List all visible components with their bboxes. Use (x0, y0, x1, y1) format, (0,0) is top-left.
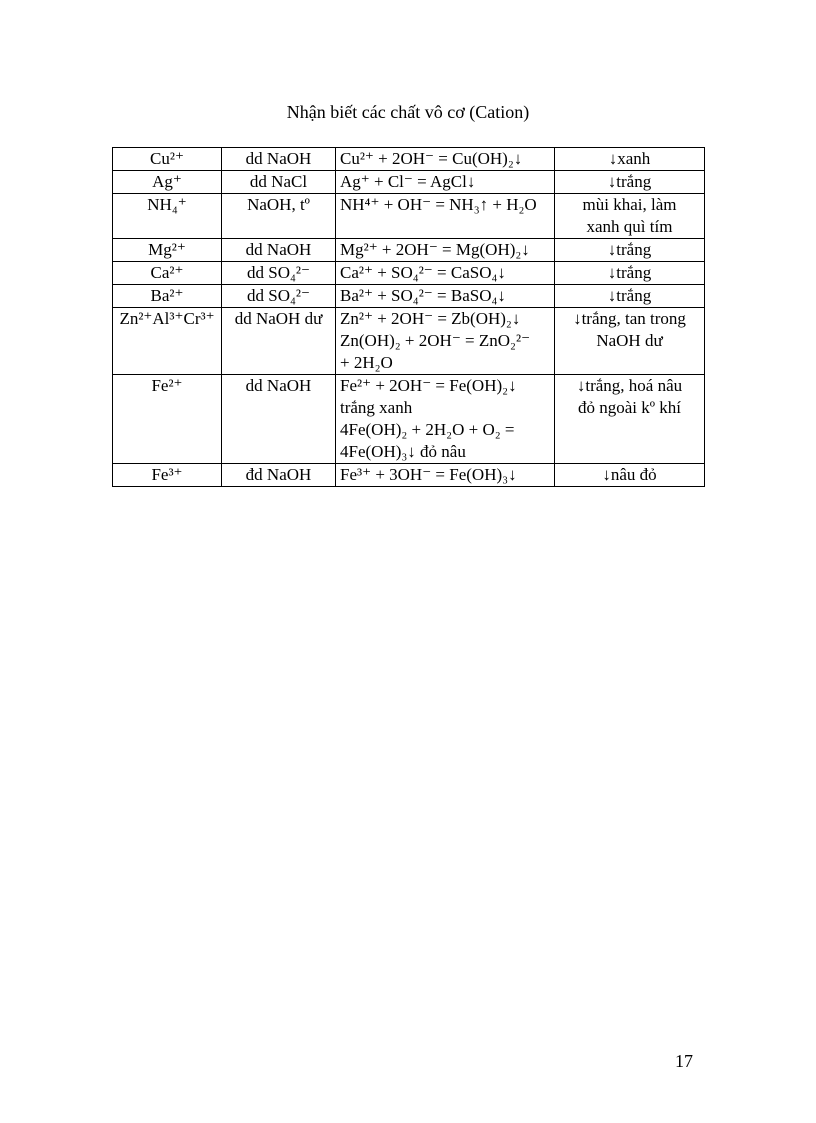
reaction-line: Ag⁺ + Cl⁻ = AgCl↓ (340, 172, 476, 191)
table-row (113, 239, 705, 262)
result-line: ↓trắng, tan trong (573, 309, 686, 328)
ion-cell: Mg²⁺ (113, 239, 222, 262)
result-cell (555, 285, 705, 308)
reagent-cell: dd NaOH (222, 375, 336, 464)
result-cell (555, 262, 705, 285)
reaction-cell (336, 148, 555, 171)
table-row (113, 308, 705, 375)
reaction-line: Fe³⁺ + 3OH⁻ = Fe(OH)₃↓ (340, 465, 517, 484)
reaction-cell (336, 285, 555, 308)
table-row (113, 262, 705, 285)
reaction-cell (336, 464, 555, 487)
reaction-cell (336, 171, 555, 194)
cation-table (112, 147, 705, 487)
table-row (113, 194, 705, 239)
ion-cell: NH₄⁺ (113, 194, 222, 239)
ion-cell: Fe³⁺ (113, 464, 222, 487)
result-line: ↓trắng (607, 240, 652, 259)
reaction-cell (336, 375, 555, 464)
result-line: đỏ ngoài kº khí (577, 398, 681, 417)
reaction-line: trắng xanh (340, 398, 413, 417)
reaction-line: Ba²⁺ + SO₄²⁻ = BaSO₄↓ (340, 286, 506, 305)
page-title: Nhận biết các chất vô cơ (Cation) (286, 102, 530, 122)
page-number: 17 (675, 1051, 693, 1071)
reagent-cell: dd NaOH (222, 239, 336, 262)
reagent-cell: dd NaCl (222, 171, 336, 194)
reaction-line: Fe²⁺ + 2OH⁻ = Fe(OH)₂↓ (340, 376, 517, 395)
result-line: ↓xanh (608, 149, 651, 168)
reagent-cell: dd SO₄²⁻ (222, 262, 336, 285)
result-cell (555, 239, 705, 262)
result-line: ↓trắng (607, 172, 652, 191)
ion-cell: Fe²⁺ (113, 375, 222, 464)
table-row (113, 375, 705, 464)
result-cell (555, 171, 705, 194)
reaction-cell (336, 262, 555, 285)
reaction-line: Zn²⁺ + 2OH⁻ = Zb(OH)₂↓ (340, 309, 521, 328)
reagent-cell: dd NaOH (222, 148, 336, 171)
reagent-cell: dd NaOH dư (222, 308, 336, 375)
reaction-cell (336, 194, 555, 239)
table-row (113, 171, 705, 194)
reaction-line: Zn(OH)₂ + 2OH⁻ = ZnO₂²⁻ (340, 331, 531, 350)
reaction-line: 4Fe(OH)₂ + 2H₂O + O₂ = (340, 420, 515, 439)
result-cell (555, 194, 705, 239)
table-row (113, 148, 705, 171)
reaction-line: Mg²⁺ + 2OH⁻ = Mg(OH)₂↓ (340, 240, 530, 259)
reaction-line: + 2H₂O (340, 353, 393, 372)
result-line: ↓nâu đỏ (602, 465, 657, 484)
result-cell (555, 464, 705, 487)
reagent-cell: dd SO₄²⁻ (222, 285, 336, 308)
result-cell (555, 375, 705, 464)
reaction-line: Cu²⁺ + 2OH⁻ = Cu(OH)₂↓ (340, 149, 523, 168)
reaction-line: NH⁴⁺ + OH⁻ = NH₃↑ + H₂O (340, 195, 537, 214)
ion-cell: Ca²⁺ (113, 262, 222, 285)
table-row (113, 285, 705, 308)
result-line: mùi khai, làm (582, 195, 677, 214)
result-line: ↓trắng (607, 263, 652, 282)
ion-cell: Cu²⁺ (113, 148, 222, 171)
result-line: ↓trắng (607, 286, 652, 305)
reaction-cell (336, 308, 555, 375)
result-line: xanh quì tím (586, 217, 673, 236)
ion-cell: Zn²⁺Al³⁺Cr³⁺ (113, 308, 222, 375)
reagent-cell: đd NaOH (222, 464, 336, 487)
result-line: ↓trắng, hoá nâu (576, 376, 683, 395)
result-line: NaOH dư (596, 331, 663, 350)
reaction-line: 4Fe(OH)₃↓ đỏ nâu (340, 442, 466, 461)
result-cell (555, 308, 705, 375)
reagent-cell: NaOH, tº (222, 194, 336, 239)
table-row (113, 464, 705, 487)
reaction-line: Ca²⁺ + SO₄²⁻ = CaSO₄↓ (340, 263, 506, 282)
result-cell (555, 148, 705, 171)
ion-cell: Ba²⁺ (113, 285, 222, 308)
reaction-cell (336, 239, 555, 262)
ion-cell: Ag⁺ (113, 171, 222, 194)
